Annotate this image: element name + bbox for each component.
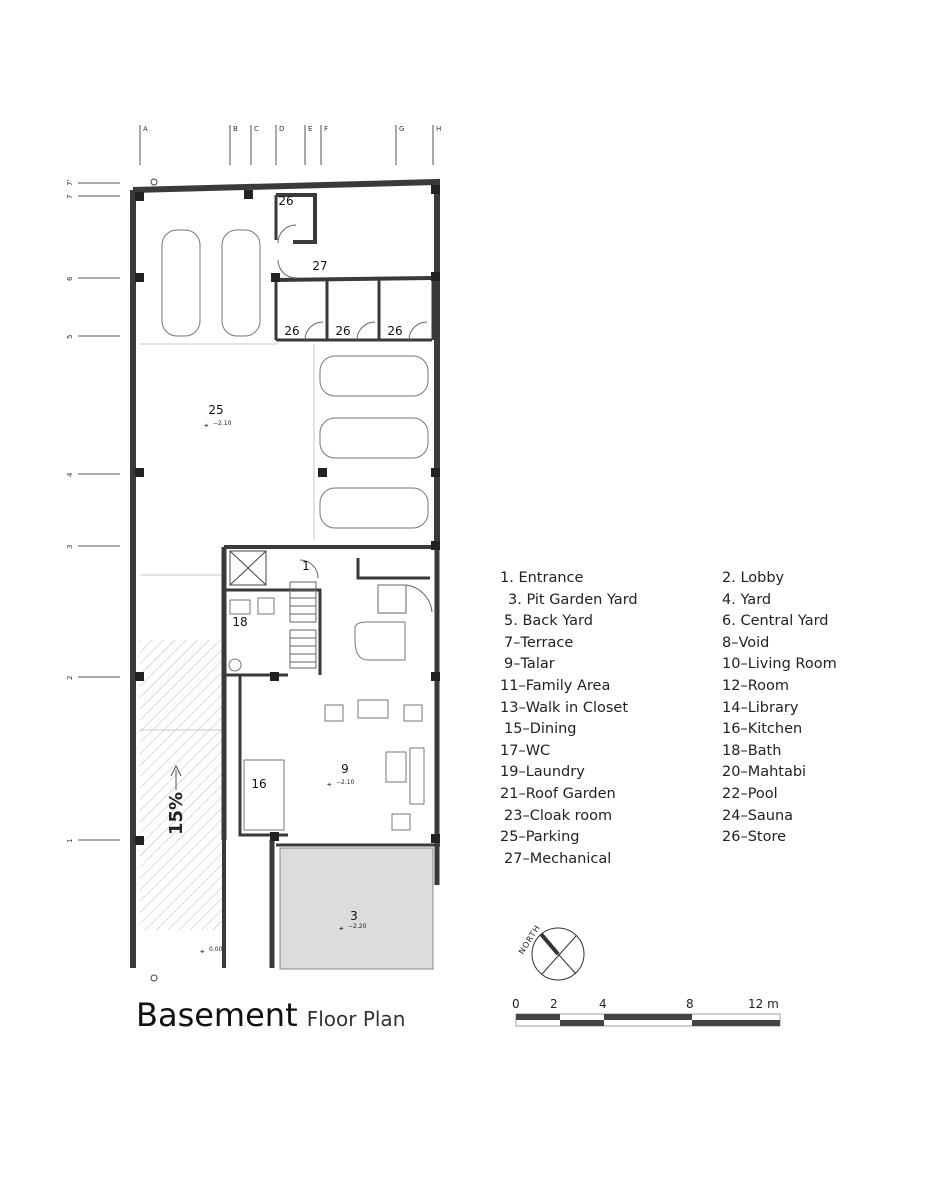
level-pit-yard: −2.20	[348, 923, 367, 930]
scale-bar	[516, 1014, 780, 1026]
grid-row-2: 2	[66, 675, 74, 680]
legend-item: 22–Pool	[722, 785, 778, 802]
ramp-hatch-area	[140, 640, 222, 930]
legend-item: 15–Dining	[504, 721, 577, 738]
level-symbol-icon: ⌖	[327, 780, 332, 789]
legend-item: 2. Lobby	[722, 570, 785, 586]
room-label-mechanical: 27	[312, 259, 328, 273]
legend-item: 6. Central Yard	[722, 613, 829, 630]
grid-axis-labels-top	[143, 125, 441, 133]
scale-tick-12: 12 m	[748, 997, 779, 1011]
scale-tick-8: 8	[686, 997, 694, 1011]
car-icon	[162, 230, 200, 336]
legend-item: 21–Roof Garden	[500, 785, 616, 802]
room-label-store: 26	[387, 324, 403, 338]
room-label-bath: 18	[232, 615, 248, 629]
level-symbol-icon: ⌖	[204, 421, 209, 430]
room-label-talar: 9	[341, 762, 349, 776]
grid-col-g: G	[399, 125, 405, 133]
scale-tick-4: 4	[599, 997, 607, 1011]
legend-item: 13–Walk in Closet	[500, 699, 629, 716]
grid-row-7: 7	[66, 194, 74, 199]
grid-row-5: 5	[66, 334, 74, 339]
level-symbol-icon: ⌖	[339, 924, 344, 933]
legend-item: 8–Void	[722, 634, 770, 651]
grid-row-6: 6	[66, 276, 74, 281]
legend-item: 5. Back Yard	[504, 613, 593, 630]
stairs	[290, 582, 432, 668]
room-label-store: 26	[278, 194, 294, 208]
plan-title	[136, 996, 405, 1034]
car-icon	[320, 418, 428, 458]
room-label-pit-yard: 3	[350, 909, 358, 923]
legend-item: 12–Room	[722, 677, 789, 694]
room-label-kitchen: 16	[251, 777, 267, 791]
level-parking: −2.10	[213, 420, 232, 427]
grid-row-3: 3	[66, 544, 74, 549]
legend-item: 9–Talar	[504, 656, 555, 673]
legend-item: 3. Pit Garden Yard	[508, 591, 638, 608]
scale-tick-0: 0	[512, 997, 520, 1011]
legend-item: 26–Store	[722, 829, 787, 846]
grid-col-f: F	[324, 125, 329, 133]
legend-item: 4. Yard	[722, 591, 772, 608]
legend-item: 16–Kitchen	[722, 721, 803, 738]
legend-column-even	[722, 568, 862, 849]
room-label-parking: 25	[208, 403, 224, 417]
car-icon	[222, 230, 260, 336]
legend-column-odd	[500, 568, 715, 870]
grid-row-7p: 7'	[66, 179, 74, 186]
car-icon	[320, 488, 428, 528]
legend-item: 18–Bath	[722, 742, 782, 759]
grid-col-e: E	[308, 125, 313, 133]
legend-item: 1. Entrance	[500, 570, 584, 586]
legend-item: 27–Mechanical	[504, 850, 612, 867]
grid-axes-left	[78, 183, 120, 840]
furniture	[229, 598, 424, 830]
lift-shaft	[230, 551, 266, 585]
grid-col-a: A	[143, 125, 148, 133]
level-symbol-icon: ⌖	[200, 947, 205, 956]
north-label: NORTH	[516, 923, 543, 956]
parked-car-icons	[162, 230, 428, 528]
grid-col-d: D	[279, 125, 285, 133]
plan-title-sub: Floor Plan	[306, 1007, 406, 1031]
grid-axis-labels-left	[66, 180, 74, 843]
legend-item: 23–Cloak room	[504, 807, 613, 824]
legend-item: 25–Parking	[500, 829, 580, 846]
grid-row-4: 4	[66, 472, 74, 477]
grid-col-c: C	[254, 125, 259, 133]
legend-item: 19–Laundry	[500, 764, 585, 781]
legend-item: 20–Mahtabi	[722, 764, 807, 781]
legend-item: 14–Library	[722, 699, 799, 716]
level-street: 0.00	[209, 946, 223, 953]
north-arrow-icon	[532, 928, 584, 980]
legend-item: 24–Sauna	[722, 807, 794, 824]
level-talar: −2.10	[336, 779, 355, 786]
legend-item: 17–WC	[500, 742, 551, 759]
grid-col-h: H	[436, 125, 442, 133]
room-label-store: 26	[335, 324, 351, 338]
grid-axes-top	[140, 125, 433, 165]
grid-col-b: B	[233, 125, 238, 133]
legend-item: 11–Family Area	[500, 677, 611, 694]
room-label-entrance: 1	[302, 559, 310, 573]
grid-row-1: 1	[66, 838, 74, 843]
room-label-store: 26	[284, 324, 300, 338]
legend-item: 7–Terrace	[504, 634, 574, 651]
scale-tick-2: 2	[550, 997, 558, 1011]
legend-item: 10–Living Room	[722, 656, 837, 673]
plan-title-main: Basement	[136, 996, 298, 1034]
car-icon	[320, 356, 428, 396]
ramp-slope-label: 15%	[166, 791, 187, 835]
